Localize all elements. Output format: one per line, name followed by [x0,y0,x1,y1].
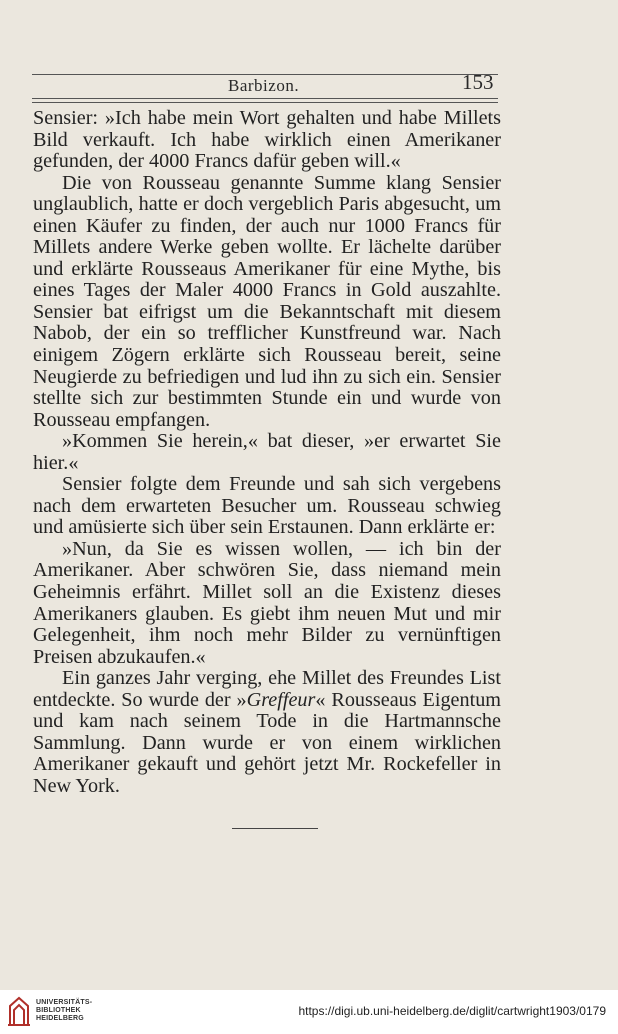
paragraph-1: Sensier: »Ich habe mein Wort gehalten und habe Millets Bild verkauft. Ich habe wirklich einen Amerikaner gefunden, der 4000 Francs dafür geben will.« [33,107,501,173]
italic-title-greffeur: Greffeur [246,688,316,711]
library-name-line-3: HEIDELBERG [36,1015,84,1022]
library-name-line-2: BIBLIOTHEK [36,1007,81,1014]
paragraph-4: Sensier folgte dem Freunde und sah sich vergebens nach dem erwarteten Besucher um. Rousseau schwieg und amüsierte sich über sein Erstaunen. Dann erklärte er: [33,473,501,539]
end-rule [232,828,318,829]
paragraph-6-start: Ein ganzes Jahr verging, ehe Millet des Freundes List entdeckte. So wurde der » [33,667,501,711]
paragraph-2: Die von Rousseau genannte Summe klang Sensier unglaublich, hatte er doch vergeblich Paris abgesucht, um einen Käufer zu finden, der auch nur 1000 Francs für Millets andere Werke geben wollte. Er lächelte darüber und erklärte Rousseaus Amerikaner für eine Mythe, bis eines Tages der Maler 4000 Francs in Gold auszahlte. Sensier bat eifrigst um die Bekanntschaft mit diesem Nabob, der ein so trefflicher Kunstfreund war. Nach einigem Zögern erklärte sich Rousseau bereit, seine Neugierde zu befriedigen und lud ihn zu sich ein. Sensier stellte sich zur bestimmten Stunde ein und wurde von Rousseau empfangen. [33,171,501,431]
header-rule-top [32,74,498,75]
paragraph-3: »Kommen Sie herein,« bat dieser, »er erwartet Sie hier.« [33,430,501,474]
heidelberg-library-logo-icon[interactable] [6,994,32,1028]
library-name-line-1: UNIVERSITÄTS- [36,999,93,1006]
paragraph-5: »Nun, da Sie es wissen wollen, — ich bin der Amerikaner. Aber schwören Sie, dass niemand mein Geheimnis erfährt. Millet soll an die Existenz dieses Amerikaners glauben. Es giebt ihm neuen Mut und mir Gelegenheit, ihm noch mehr Bilder zu vernünftigen Preisen abzukaufen.« [33,537,501,668]
library-name [36,999,92,1023]
paragraph-6-end: « Rousseaus Eigentum und kam nach seinem Tode in die Hartmannsche Sammlung. Dann wurde er von einem wirklichen Amerikaner gekauft und gehört jetzt Mr. Rockefeller in New York. [33,688,501,797]
paragraph-6 [33,668,501,797]
header-rule-bottom [32,98,498,103]
permalink-url[interactable]: https://digi.ub.uni-heidelberg.de/diglit/cartwright1903/0179 [298,1004,606,1018]
body-text [33,108,501,798]
running-title: Barbizon. [228,76,300,95]
page-number: 153 [462,70,494,94]
footer-bar [0,990,618,1034]
